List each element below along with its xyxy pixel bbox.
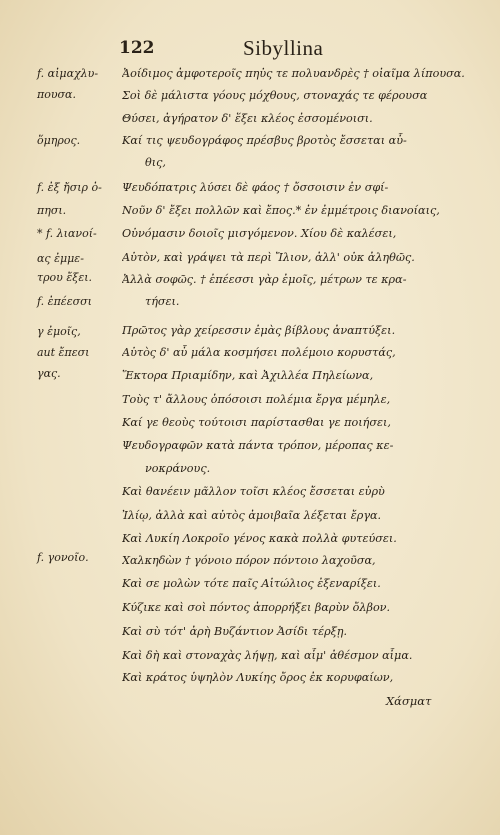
margin-note: τρου ἔξει. bbox=[37, 271, 93, 284]
text-line: Καί τις ψευδογράφος πρέσβυς βροτὸς ἔσσεται αὖ- bbox=[122, 134, 407, 147]
page-header bbox=[0, 38, 500, 64]
text-line: Καὶ θανέειν μᾶλλον τοῖσι κλέος ἔσσεται εὐρὺ bbox=[122, 485, 385, 498]
text-line: Καὶ Λυκίη Λοκροῖο γένος κακὰ πολλὰ φυτεύσει. bbox=[122, 532, 397, 545]
text-line: Πρῶτος γὰρ χείρεσσιν ἐμὰς βίβλους ἀναπτύξει. bbox=[122, 324, 396, 337]
text-line: Ἀλλὰ σοφῶς. † ἐπέεσσι γὰρ ἐμοῖς, μέτρων τε κρα- bbox=[122, 273, 407, 286]
text-line: νοκράνους. bbox=[145, 462, 211, 475]
text-line: Καὶ δὴ καὶ στοναχὰς λήψῃ, καὶ αἷμ' ἀθέσμον αἷμα. bbox=[122, 649, 413, 662]
text-line: θις, bbox=[145, 156, 166, 169]
text-line: Καὶ σὺ τότ' ἀρὴ Βυζάντιον Ἀσίδι τέρξῃ. bbox=[122, 625, 348, 638]
text-line: Κύζικε καὶ σοὶ πόντος ἀπορρήξει βαρὺν ὄλβον. bbox=[122, 601, 391, 614]
catchword: Χάσματ bbox=[386, 694, 432, 708]
margin-note: f. ἐπέεσσι bbox=[37, 295, 92, 308]
text-line: Καὶ κράτος ὑψηλὸν Λυκίης ὄρος ἐκ κορυφαίων, bbox=[122, 671, 394, 684]
text-line: Καὶ σε μολὼν τότε παῖς Αἰτώλιος ἐξεναρίξει. bbox=[122, 577, 381, 590]
margin-note: πησι. bbox=[37, 204, 67, 217]
margin-note: πουσα. bbox=[37, 88, 76, 101]
text-line: Ἕκτορα Πριαμίδην, καὶ Ἀχιλλέα Πηλείωνα, bbox=[122, 369, 374, 382]
page-number: 122 bbox=[119, 38, 155, 58]
margin-note: ας ἐμμε- bbox=[37, 252, 84, 265]
margin-note: ὅμηρος. bbox=[37, 134, 81, 147]
text-line: Χαλκηδὼν † γόνοιο πόρον πόντοιο λαχοῦσα, bbox=[122, 554, 376, 567]
margin-note: aut ἔπεσι bbox=[37, 346, 90, 359]
text-line: Ψευδόπατρις λύσει δὲ φάος † ὄσσοισιν ἐν σφί- bbox=[122, 181, 389, 194]
text-line: Αὐτὸν, καὶ γράψει τὰ περὶ Ἴλιον, ἀλλ' οὐκ ἀληθῶς. bbox=[122, 251, 415, 264]
text-line: Οὐνόμασιν δοιοῖς μισγόμενον. Χίου δὲ καλέσει, bbox=[122, 227, 397, 240]
text-line: τήσει. bbox=[145, 295, 180, 308]
text-line: Σοὶ δὲ μάλιστα γόους μόχθους, στοναχάς τε φέρουσα bbox=[122, 89, 428, 102]
margin-note: f. αἰμαχλυ- bbox=[37, 67, 99, 80]
text-line: Τοὺς τ' ἄλλους ὁπόσοισι πολέμια ἔργα μέμηλε, bbox=[122, 393, 391, 406]
margin-note: γ ἐμοῖς, bbox=[37, 325, 81, 338]
text-line: Ψευδογραφῶν κατὰ πάντα τρόπον, μέροπας κε- bbox=[122, 439, 394, 452]
text-line: Νοῦν δ' ἔξει πολλῶν καὶ ἔπος.* ἐν ἐμμέτροις διανοίαις, bbox=[122, 204, 440, 217]
text-line: Καί γε θεοὺς τούτοισι παρίστασθαι γε ποιήσει, bbox=[122, 416, 391, 429]
text-line: Θύσει, ἀγήρατον δ' ἕξει κλέος ἐσσομένοισι. bbox=[122, 112, 373, 125]
margin-note: γας. bbox=[37, 367, 61, 380]
text-line: Ἰλίῳ, ἀλλὰ καὶ αὐτὸς ἀμοιβαῖα λέξεται ἔργα. bbox=[122, 509, 382, 522]
text-line: Ἀοίδιμος ἀμφοτεροῖς πηὐς τε πολυανδρὲς † οἰαῖμα λίπουσα. bbox=[122, 67, 465, 80]
margin-note: f. ἐξ ἤσιρ ὁ- bbox=[37, 181, 102, 194]
margin-note: * f. λιανοί- bbox=[37, 227, 97, 240]
running-title: Sibyllina bbox=[243, 36, 324, 60]
text-line: Αὐτὸς δ' αὖ μάλα κοσμήσει πολέμοιο κορυστάς, bbox=[122, 346, 396, 359]
margin-note: f. γονοῖο. bbox=[37, 551, 89, 564]
